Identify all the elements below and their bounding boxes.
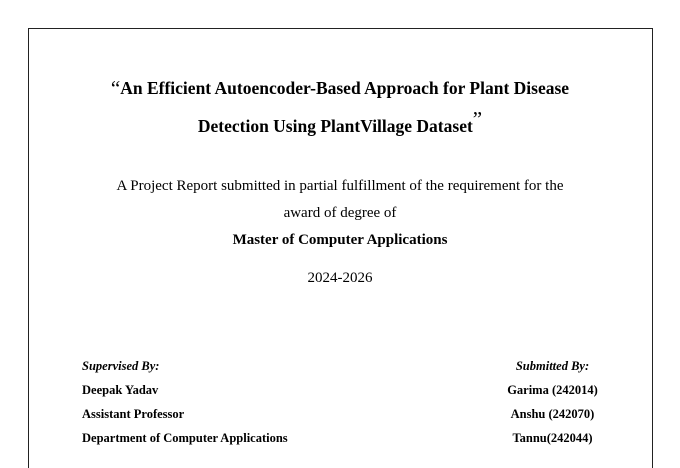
student-entry: Anshu (242070)	[510, 407, 595, 421]
report-title-line-1	[0, 75, 680, 100]
title-close-quote: ”	[472, 107, 483, 131]
student-entry: Tannu(242044)	[512, 431, 593, 445]
submission-statement-line-2: award of degree of	[283, 205, 397, 221]
report-title-line-2	[0, 107, 680, 138]
supervisor-designation: Assistant Professor	[82, 407, 185, 421]
degree-name: Master of Computer Applications	[232, 232, 448, 248]
supervisor-name: Deepak Yadav	[82, 383, 159, 397]
student-entry: Garima (242014)	[507, 383, 598, 397]
title-open-quote: “	[110, 76, 121, 100]
session-years: 2024-2026	[307, 270, 373, 286]
title-line-2-text: Detection Using PlantVillage Dataset	[197, 116, 473, 136]
title-line-1-text: An Efficient Autoencoder-Based Approach for Plant Disease	[120, 78, 570, 98]
submission-statement-line-1: A Project Report submitted in partial fulfillment of the requirement for the	[116, 178, 564, 194]
submitter-block	[500, 358, 605, 454]
supervisor-department: Department of Computer Applications	[82, 431, 288, 445]
submitted-by-heading: Submitted By:	[515, 359, 590, 373]
supervised-by-heading: Supervised By:	[82, 359, 160, 373]
supervisor-block	[82, 358, 288, 454]
